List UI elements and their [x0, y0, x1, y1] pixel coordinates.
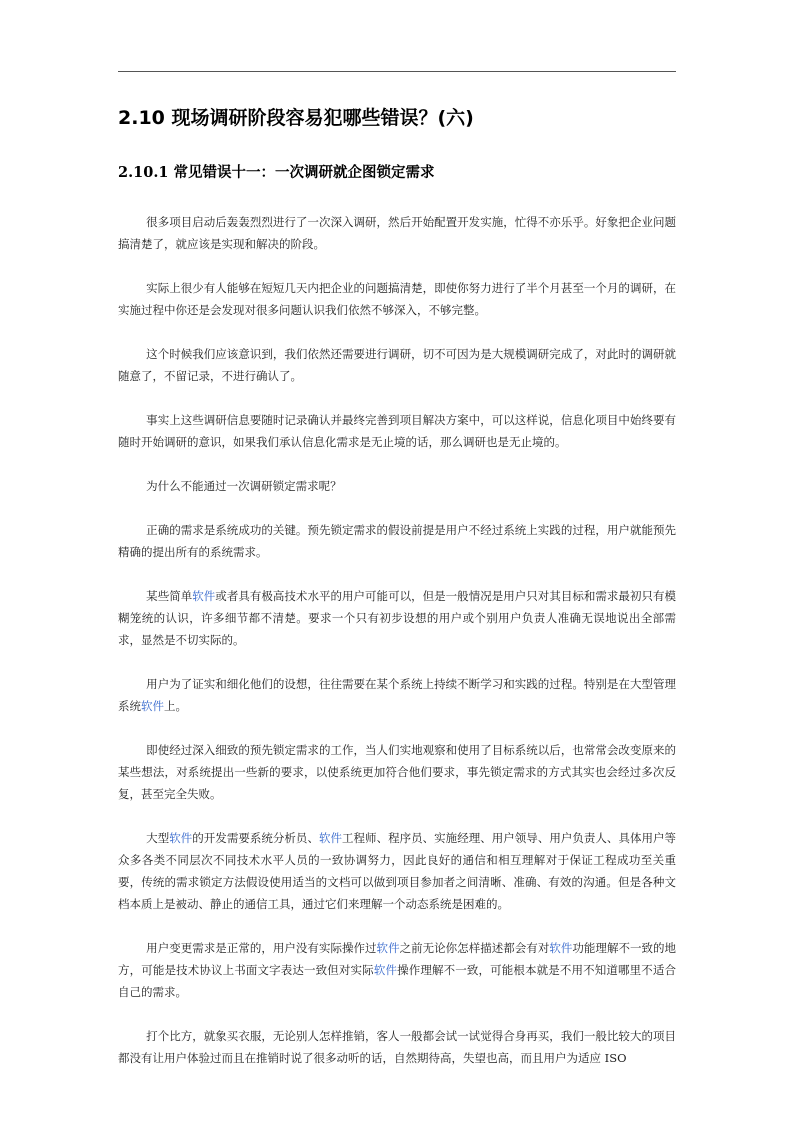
paragraph	[118, 211, 676, 255]
paragraph	[118, 739, 676, 805]
paragraph-text: 很多项目启动后轰轰烈烈进行了一次深入调研，然后开始配置开发实施，忙得不亦乐乎。好象把企业问题搞清楚了，就应该是实现和解决的阶段。	[118, 215, 676, 251]
section-heading: 2.10 现场调研阶段容易犯哪些错误？(六)	[118, 107, 474, 129]
paragraph-text: 操作理解不一致，可能根本就是不用不知道哪里不适合自己的需求。	[118, 963, 677, 999]
software-link[interactable]: 软件	[318, 831, 343, 845]
paragraph-text: 这个时候我们应该意识到，我们依然还需要进行调研，切不可因为是大规模调研完成了，对此时的调研就随意了，不留记录，不进行确认了。	[118, 347, 676, 383]
body-text	[118, 211, 677, 1065]
subsection-heading: 2.10.1 常见错误十一：一次调研就企图锁定需求	[118, 164, 435, 181]
software-link[interactable]: 软件	[376, 941, 400, 955]
paragraph	[118, 519, 676, 563]
paragraph-text: 打个比方，就象买衣服，无论别人怎样推销，客人一般都会试一试觉得合身再买，我们一般比较大的项目都没有让用户体验过而且在推销时说了很多动听的话，自然期待高，失望也高，而且用户为适应 ISO	[118, 1029, 676, 1065]
software-link[interactable]: 软件	[169, 831, 193, 845]
paragraph	[118, 343, 676, 387]
paragraph	[118, 827, 676, 915]
paragraph-text: 之前无论你怎样描述都会有对	[399, 941, 550, 955]
paragraph-text: 大型	[146, 831, 170, 845]
paragraph	[118, 409, 676, 453]
paragraph-text: 用户为了证实和细化他们的设想，往往需要在某个系统上持续不断学习和实践的过程。特别是在大型管理系统	[118, 677, 676, 713]
paragraph	[118, 475, 676, 497]
software-link[interactable]: 软件	[192, 589, 216, 603]
paragraph-text: 为什么不能通过一次调研锁定需求呢？	[146, 479, 342, 493]
paragraph-text: 功能理解不一致的地方，可能是技术协议上书面文字表达一致但对实际	[118, 941, 677, 977]
paragraph-text: 实际上很少有人能够在短短几天内把企业的问题搞清楚，即使你努力进行了半个月甚至一个月的调研，在实施过程中你还是会发现对很多问题认识我们依然不够深入，不够完整。	[118, 281, 676, 317]
paragraph	[118, 1025, 676, 1069]
paragraph-text: 即使经过深入细致的预先锁定需求的工作，当人们实地观察和使用了目标系统以后，也常常会改变原来的某些想法，对系统提出一些新的要求，以使系统更加符合他们要求，事先锁定需求的方式其实也会经过多次反复，甚至完全失败。	[118, 743, 676, 801]
paragraph-text: 或者具有极高技术水平的用户可能可以，但是一般情况是用户只对其目标和需求最初只有模糊笼统的认识，许多细节都不清楚。要求一个只有初步设想的用户或个别用户负责人准确无误地说出全部需求，显然是不切实际的。	[118, 589, 677, 647]
paragraph	[118, 585, 676, 651]
paragraph	[118, 673, 676, 717]
paragraph-text: 工程师、程序员、实施经理、用户领导、用户负责人、具体用户等众多各类不同层次不同技术水平人员的一致协调努力，因此良好的通信和相互理解对于保证工程成功至关重要，传统的需求锁定方法假设使用适当的文档可以做到项目参加者之间清晰、准确、有效的沟通。但是各种文档本质上是被动、静止的通信工具，通过它们来理解一个动态系统是困难的。	[118, 831, 677, 911]
paragraph-text: 事实上这些调研信息要随时记录确认并最终完善到项目解决方案中，可以这样说，信息化项目中始终要有随时开始调研的意识，如果我们承认信息化需求是无止境的话，那么调研也是无止境的。	[118, 413, 676, 449]
paragraph-text: 上。	[164, 699, 187, 713]
paragraph-text: 用户变更需求是正常的，用户没有实际操作过	[146, 941, 377, 955]
paragraph-text: 正确的需求是系统成功的关键。预先锁定需求的假设前提是用户不经过系统上实践的过程，用户就能预先精确的提出所有的系统需求。	[118, 523, 676, 559]
software-link[interactable]: 软件	[373, 963, 398, 977]
paragraph	[118, 277, 676, 321]
software-link[interactable]: 软件	[549, 941, 573, 955]
header-rule	[118, 71, 676, 72]
software-link[interactable]: 软件	[141, 699, 164, 713]
paragraph-text: 的开发需要系统分析员、	[192, 831, 319, 845]
paragraph-text: 某些简单	[146, 589, 193, 603]
paragraph	[118, 937, 676, 1003]
